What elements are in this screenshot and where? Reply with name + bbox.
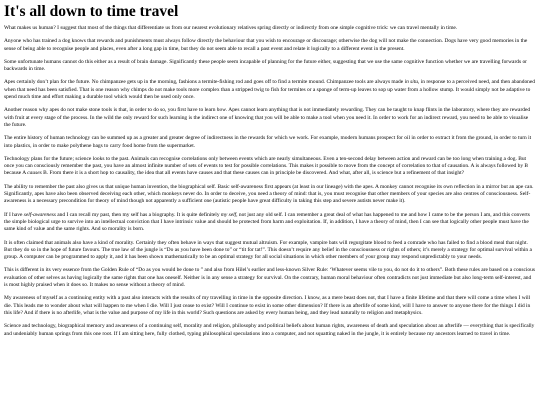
article-paragraph (4, 79, 536, 101)
article-paragraph (4, 323, 536, 338)
paragraph-text: Another reason why apes do not make stone tools is that, in order to do so, you first have to learn (4, 107, 217, 114)
article-paragraph (4, 107, 536, 129)
article-paragraph (4, 25, 536, 32)
emphasis-text: how (216, 107, 226, 114)
article-paragraph (4, 240, 536, 262)
article-paragraph (4, 135, 536, 150)
article-paragraph (4, 212, 536, 234)
paragraph-text: If I have (4, 211, 24, 218)
emphasis-text: causes (27, 170, 42, 177)
paragraph-text: Technology plans for the future; science looks to the past. Animals can recognise correlations only between events which are nearly simultaneous. Even a ten-second delay between action and reward can be too long when training a dog. But once you can consciously remember the past, you have an almost infinite number of sets of events to test for possible correlations. This makes it possible to move from the concept of correlation to that of causation. A is always followed by B because A (4, 155, 529, 177)
paragraph-text: The ability to remember the past also gives us that unique human invention, the biographical self. Basic self-awareness first appears (at least in our lineage) with the apes. A monkey cannot recognise its own reflection in a mirror but an ape can. Significantly, apes have also been observed deceiving each other, which monkeys never do. In order to deceive, you need a theory of mind: that is, you must recognise that other members of your species are also centres of consciousness. Self-awareness is a necessary precondition for theory of mind though not apparently a sufficient one (autistic people have great difficulty in taking this step and severe autists never make it). (4, 183, 534, 205)
paragraph-text: The entire history of human technology can be summed up as a greater and greater degree of indirectness in the rewards for which we work. For example, modern humans prospect for oil in order to extract it from the ground, in order to turn it into plastics, in order to make polythene bags to carry food home from the supermarket. (4, 135, 532, 149)
article-title: It's all down to time travel (4, 3, 179, 20)
paragraph-text: and I can recall my past, then my self has a biography. It is quite definitely (55, 211, 221, 218)
paragraph-text: B. From there it is a short hop to causality, the idea that all events have causes and that these causes can in principle be discovered. And what, after all, is science but a refinement of that insight? (41, 170, 465, 177)
emphasis-text: my self (220, 211, 237, 218)
paragraph-text: , in response to a perceived need, and then abandoned when that need has been satisfied. That is one reason why chimps do not make tools more complex than a stripped twig to fish for termites or a sponge of term-up leaves to sop up water from a hollow stump. It would simply not be adaptive to spend much time and effort making a durable tool which would then be used only once. (4, 79, 536, 101)
paragraph-text: , not just any old self. I can remember a great deal of what has happened to me and how I came to be the person I am, and this converts the simple biological urge to survive into an intellectual conviction that I have intrinsic value and should be protected from harm and exploitation. If, in addition, I have a theory of mind, then I can see that logically other people must have the same kind of value and the same rights. And so morality is born. (4, 211, 530, 233)
paragraph-text: My awareness of myself as a continuing entity with a past also interacts with the results of my travelling in time in the opposite direction. I know, as a mere beast does not, that I have a finite lifetime and that there will come a time when I will die. This leads me to wonder about what will happen to me when I die. Will I just cease to exist? Will I continue to exist in some other dimension? If there is an afterlife of some kind, will I have to answer to anyone there for the things I did in this life? And if there is no afterlife, what is the value and purpose of my life in this world? Such questions are asked by every human being, and they lead naturally to religion and metaphysics. (4, 295, 531, 316)
article-paragraph (4, 184, 536, 206)
paragraph-text: . Apes cannot learn anything that is not immediately rewarding. They can be taught to knap flints in the laboratory, where they are rewarded with fruit at every stage of the process. In the wild the only reward for such learning is the indirect one of knowing that you will be able to make a tool when you need it. In order to work for an indirect reward, you need to be able to visualise the future. (4, 107, 531, 128)
article-body (4, 25, 536, 338)
article-paragraph (4, 59, 536, 74)
emphasis-text: self-awareness (23, 211, 56, 218)
paragraph-text: Apes certainly don’t plan for the future. No chimpanzee gets up in the morning, fashions a termite-fishing rod and goes off to find a termite mound. Chimpanzee tools are always made (4, 79, 405, 86)
article-paragraph (4, 295, 536, 317)
article-paragraph (4, 267, 536, 289)
paragraph-text: It is often claimed that animals also have a kind of morality. Certainly they often behave in ways that suggest mutual altruism. For example, vampire bats will regurgitate blood to feed a comrade who has failed to find a blood meal that night. But they do so in the hope of future favours. The true law of the jungle is “Do as you have been done to” or “tit for tat!”. This doesn’t require any belief in the consciousness or rights of others; it’s merely a strategy for optimal survival within a group. A computer can be programmed to apply it, and it has been shown mathematically to be an optimal strategy for all social situations in which other members of your group may respond unpredictably to your needs. (4, 239, 532, 261)
paragraph-text: What makes us human? I suggest that most of the things that differentiate us from our nearest evolutionary relatives spring directly or indirectly from one simple cognitive trick: we can travel mentally in time. (4, 25, 458, 31)
paragraph-text: This is different in its very essence from the Golden Rule of “Do as you would be done to ” and also from Hilel’s earlier and less-known Silver Rule: ‘Whatever seems vile to you, do not do it to others”. Both these rules are based on a conscious evaluation of other selves as having logically the same rights that one has oneself. Neither is in any sense a strategy for survival. On the contrary, human moral behaviour often contradicts not just immediate but also long-term self-interest, and is most highly praised when it does so. It makes no sense without a theory of mind. (4, 267, 535, 289)
paragraph-text: Science and technology, biographical memory and awareness of a continuing self, morality and religion, philosophy and political beliefs about human rights, awareness of death and speculation about an afterlife — everything that is specifically and undeniably human springs from this one root. If I am sitting here, fully clothed, typing philosophical speculations into a computer, and not squatting naked in the jungle, it is entirely because my ancestors learned to travel in time. (4, 323, 535, 337)
emphasis-text: in situ (404, 79, 419, 86)
article-paragraph (4, 38, 536, 53)
paragraph-text: Some unfortunate humans cannot do this either as a result of brain damage. Significantly these people seem incapable of planning for the future either, suggesting that we use the same cognitive function whether we are travelling forwards or backwards in time. (4, 58, 527, 73)
article-paragraph (4, 156, 536, 178)
paragraph-text: Anyone who has trained a dog knows that rewards and punishments must always follow directly the behaviour that you wish to encourage or discourage; otherwise the dog will not make the connection. Dogs have very good memories in the sense of being able to recognise people and places, even after a long gap in time, but they do not seem able to recall a past event and relate it logically to a different event in the present. (4, 38, 528, 52)
